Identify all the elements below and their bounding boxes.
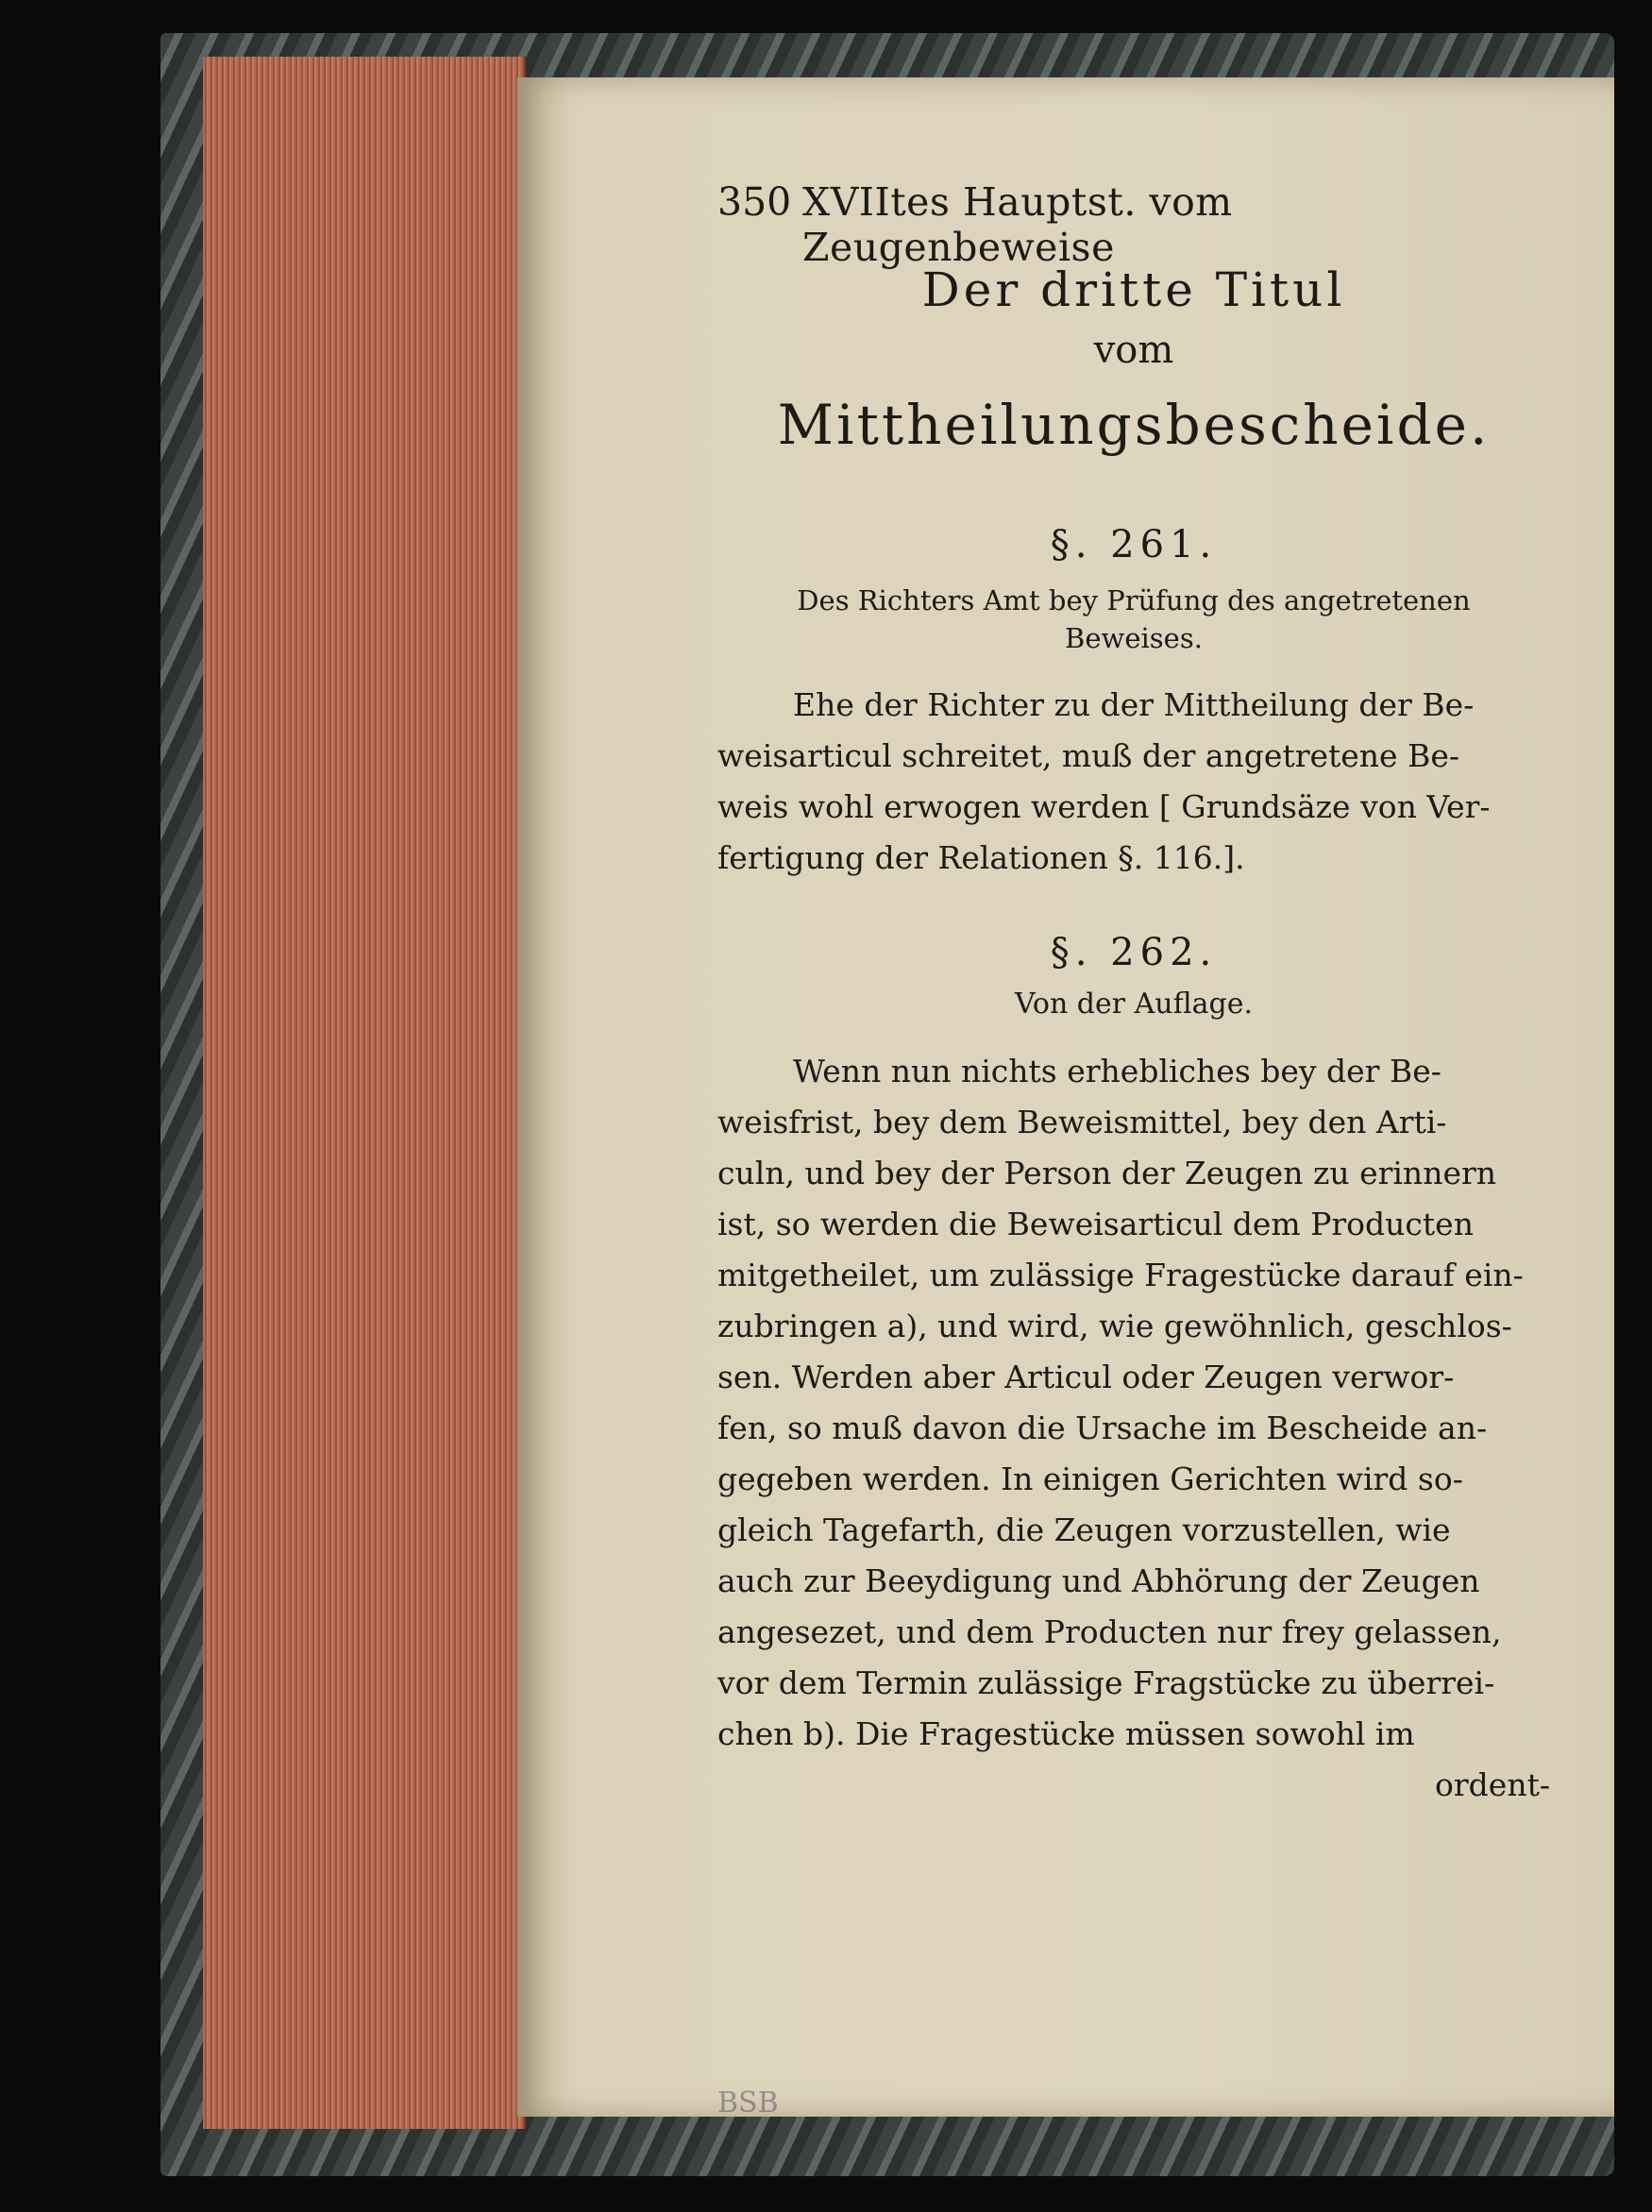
text-line: auch zur Beeydigung und Abhörung der Zeugen — [717, 1562, 1480, 1599]
text-line: chen b). Die Fragestücke müssen sowohl im — [717, 1715, 1415, 1752]
text-line: gleich Tagefarth, die Zeugen vorzustellen, wie — [717, 1511, 1451, 1548]
section-261-number: §. 261. — [1050, 523, 1218, 566]
text-line: vor dem Termin zulässige Fragstücke zu überrei- — [717, 1664, 1495, 1701]
section-262-heading: Von der Auflage. — [1014, 988, 1254, 1021]
text-line: weisarticul schreitet, muß der angetretene Be- — [717, 737, 1460, 774]
text-line: sen. Werden aber Articul oder Zeugen verwor- — [717, 1359, 1455, 1395]
page-edges — [203, 57, 526, 2129]
running-title: XVIItes Hauptst. vom Zeugenbeweise — [802, 179, 1233, 270]
text-line: Ehe der Richter zu der Mittheilung der Be- — [793, 686, 1475, 723]
text-line: angesezet, und dem Producten nur frey gelassen, — [717, 1613, 1502, 1650]
text-line: Wenn nun nichts erhebliches bey der Be- — [793, 1053, 1441, 1089]
section-261-heading-line: Des Richters Amt bey Prüfung des angetretenen — [797, 584, 1471, 616]
library-stamp: BSB — [717, 2086, 779, 2119]
title-line-3: Mittheilungsbescheide. — [777, 393, 1491, 457]
text-line: culn, und bey der Person der Zeugen zu erinnern — [717, 1155, 1496, 1191]
text-line: ist, so werden die Beweisarticul dem Producten — [717, 1206, 1474, 1242]
page-content — [717, 179, 1550, 1811]
page-number: 350 — [717, 179, 792, 225]
text-line: gegeben werden. In einigen Gerichten wird so- — [717, 1461, 1463, 1497]
text-line: zubringen a), und wird, wie gewöhnlich, geschlos- — [717, 1308, 1512, 1344]
section-261-body — [717, 680, 1550, 884]
catchword: ordent- — [1435, 1766, 1550, 1803]
text-line: weis wohl erwogen werden [ Grundsäze von Ver- — [717, 788, 1491, 825]
section-261-heading-line: Beweises. — [1065, 622, 1203, 654]
text-line: fertigung der Relationen §. 116.]. — [717, 839, 1245, 876]
section-261-heading — [717, 582, 1550, 657]
section-262-body — [717, 1046, 1550, 1760]
text-line: mitgetheilet, um zulässige Fragestücke darauf ein- — [717, 1257, 1524, 1293]
text-line: weisfrist, bey dem Beweismittel, bey den Arti- — [717, 1104, 1447, 1140]
title-line-2: vom — [1093, 329, 1174, 372]
section-262-number: §. 262. — [1050, 931, 1218, 974]
text-line: fen, so muß davon die Ursache im Bescheide an- — [717, 1410, 1488, 1446]
running-head — [717, 179, 1550, 270]
title-line-1: Der dritte Titul — [921, 262, 1346, 317]
